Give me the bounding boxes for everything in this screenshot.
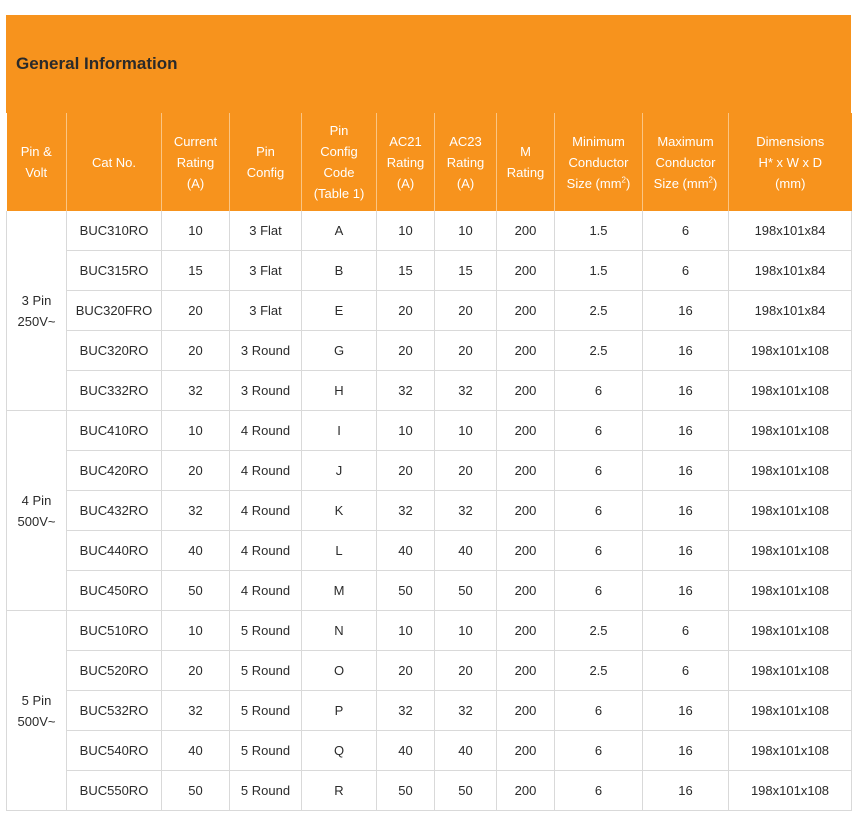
table-row [7,531,852,571]
ac23-cell: 10 [435,611,497,651]
cat-no-cell: BUC320RO [67,331,162,371]
min-size-cell: 6 [555,771,643,811]
ac23-cell: 40 [435,531,497,571]
dimensions-cell: 198x101x108 [729,531,852,571]
pin-count: 4 Pin [21,492,52,508]
cat-no-cell: BUC550RO [67,771,162,811]
code-cell: P [302,691,377,731]
dimensions-cell: 198x101x108 [729,611,852,651]
dimensions-cell: 198x101x84 [729,251,852,291]
dimensions-cell: 198x101x108 [729,571,852,611]
column-header-ac21-rating [377,113,435,211]
header-text: M [520,144,531,159]
m-rating-cell: 200 [497,611,555,651]
max-size-cell: 16 [643,451,729,491]
dimensions-cell: 198x101x84 [729,291,852,331]
dimensions-cell: 198x101x108 [729,451,852,491]
min-size-cell: 6 [555,531,643,571]
min-size-cell: 6 [555,691,643,731]
max-size-cell: 6 [643,611,729,651]
ac23-cell: 20 [435,291,497,331]
ac21-cell: 32 [377,691,435,731]
header-text: Rating [506,165,545,180]
ac23-cell: 50 [435,771,497,811]
header-text: Code [323,165,355,180]
ac21-cell: 10 [377,211,435,251]
max-size-cell: 16 [643,411,729,451]
column-header-current-rating [162,113,230,211]
header-text: Size (mm [653,175,709,191]
pin-config-cell: 5 Round [230,611,302,651]
min-size-cell: 2.5 [555,331,643,371]
code-cell: L [302,531,377,571]
header-superscript: 2 [708,175,713,185]
m-rating-cell: 200 [497,531,555,571]
pin-config-cell: 5 Round [230,731,302,771]
table-row [7,291,852,331]
ac23-cell: 10 [435,211,497,251]
table-row [7,451,852,491]
header-text: AC23 [449,133,482,149]
pin-config-cell: 5 Round [230,691,302,731]
code-cell: H [302,371,377,411]
ac21-cell: 40 [377,731,435,771]
table-row [7,411,852,451]
m-rating-cell: 200 [497,771,555,811]
max-size-cell: 16 [643,771,729,811]
m-rating-cell: 200 [497,651,555,691]
ac23-cell: 32 [435,491,497,531]
max-size-cell: 16 [643,691,729,731]
pin-count: 5 Pin [21,692,52,708]
header-text: Cat No. [91,154,137,170]
dimensions-cell: 198x101x108 [729,411,852,451]
pin-config-cell: 3 Flat [230,291,302,331]
max-size-cell: 6 [643,211,729,251]
header-text: Conductor [568,154,629,170]
voltage: 500V~ [17,713,56,729]
voltage: 500V~ [17,513,56,529]
spec-table [6,113,852,811]
ac23-cell: 20 [435,331,497,371]
min-size-cell: 6 [555,411,643,451]
min-size-cell: 2.5 [555,651,643,691]
column-header-pin-config [230,113,302,211]
dimensions-cell: 198x101x84 [729,211,852,251]
ac21-cell: 10 [377,411,435,451]
header-text: (A) [396,175,415,191]
current-cell: 32 [162,491,230,531]
cat-no-cell: BUC320FRO [67,291,162,331]
header-text: ) [713,175,718,191]
m-rating-cell: 200 [497,251,555,291]
m-rating-cell: 200 [497,331,555,371]
min-size-cell: 6 [555,731,643,771]
cat-no-cell: BUC332RO [67,371,162,411]
ac23-cell: 15 [435,251,497,291]
ac23-cell: 32 [435,371,497,411]
header-text: Size (mm [566,175,622,191]
code-cell: R [302,771,377,811]
min-size-cell: 6 [555,491,643,531]
ac23-cell: 20 [435,651,497,691]
dimensions-cell: 198x101x108 [729,771,852,811]
table-row [7,691,852,731]
pin-config-cell: 3 Flat [230,211,302,251]
table-row [7,611,852,651]
ac23-cell: 10 [435,411,497,451]
current-cell: 10 [162,411,230,451]
pin-count: 3 Pin [21,292,52,308]
ac21-cell: 20 [377,451,435,491]
current-cell: 10 [162,211,230,251]
ac21-cell: 15 [377,251,435,291]
max-size-cell: 6 [643,251,729,291]
ac21-cell: 50 [377,771,435,811]
header-text: (A) [456,175,475,191]
header-text: Rating [386,154,425,170]
current-cell: 20 [162,651,230,691]
header-text: Pin & [20,144,52,159]
current-cell: 20 [162,451,230,491]
m-rating-cell: 200 [497,691,555,731]
max-size-cell: 16 [643,491,729,531]
column-header-min-conductor-size [555,113,643,211]
m-rating-cell: 200 [497,291,555,331]
cat-no-cell: BUC540RO [67,731,162,771]
dimensions-cell: 198x101x108 [729,371,852,411]
code-cell: Q [302,731,377,771]
header-row [7,113,852,211]
header-text: Config [246,165,285,180]
code-cell: N [302,611,377,651]
current-cell: 40 [162,731,230,771]
dimensions-cell: 198x101x108 [729,651,852,691]
pin-config-cell: 3 Flat [230,251,302,291]
m-rating-cell: 200 [497,411,555,451]
header-text: (Table 1) [313,186,365,201]
column-header-m-rating [497,113,555,211]
current-cell: 40 [162,531,230,571]
pin-config-cell: 3 Round [230,331,302,371]
code-cell: K [302,491,377,531]
table-row [7,211,852,251]
header-text: Pin [329,123,349,138]
dimensions-cell: 198x101x108 [729,731,852,771]
m-rating-cell: 200 [497,491,555,531]
cat-no-cell: BUC520RO [67,651,162,691]
header-text: Conductor [655,154,716,170]
pin-config-cell: 4 Round [230,571,302,611]
header-text: Volt [25,165,48,180]
pin-config-cell: 4 Round [230,491,302,531]
pin-config-cell: 5 Round [230,771,302,811]
header-text: (A) [186,175,205,191]
code-cell: A [302,211,377,251]
column-header-pin-config-code [302,113,377,211]
min-size-cell: 1.5 [555,251,643,291]
dimensions-cell: 198x101x108 [729,491,852,531]
pin-config-cell: 4 Round [230,411,302,451]
code-cell: B [302,251,377,291]
pin-config-cell: 5 Round [230,651,302,691]
min-size-cell: 6 [555,571,643,611]
page-title: General Information [16,54,178,73]
pin-volt-group-cell [7,211,67,411]
dimensions-cell: 198x101x108 [729,691,852,731]
voltage: 250V~ [17,313,56,329]
code-cell: O [302,651,377,691]
column-header-max-conductor-size [643,113,729,211]
header-text: (mm) [775,175,806,191]
pin-volt-group-cell [7,611,67,811]
ac21-cell: 32 [377,371,435,411]
ac21-cell: 50 [377,571,435,611]
current-cell: 32 [162,691,230,731]
header-text: Maximum [657,133,714,149]
header-text: ) [626,175,631,191]
code-cell: G [302,331,377,371]
max-size-cell: 16 [643,731,729,771]
current-cell: 15 [162,251,230,291]
table-row [7,371,852,411]
cat-no-cell: BUC450RO [67,571,162,611]
cat-no-cell: BUC410RO [67,411,162,451]
current-cell: 50 [162,571,230,611]
header-text: Dimensions [756,133,825,149]
table-row [7,571,852,611]
m-rating-cell: 200 [497,731,555,771]
min-size-cell: 1.5 [555,211,643,251]
pin-config-cell: 4 Round [230,531,302,571]
ac21-cell: 10 [377,611,435,651]
ac21-cell: 20 [377,291,435,331]
code-cell: M [302,571,377,611]
cat-no-cell: BUC420RO [67,451,162,491]
cat-no-cell: BUC510RO [67,611,162,651]
m-rating-cell: 200 [497,211,555,251]
code-cell: I [302,411,377,451]
ac21-cell: 32 [377,491,435,531]
ac23-cell: 32 [435,691,497,731]
max-size-cell: 16 [643,571,729,611]
header-text: AC21 [389,133,422,149]
ac21-cell: 40 [377,531,435,571]
cat-no-cell: BUC440RO [67,531,162,571]
header-text: Current [173,133,218,149]
table-row [7,731,852,771]
current-cell: 50 [162,771,230,811]
code-cell: E [302,291,377,331]
header-text: Config [320,144,358,159]
ac23-cell: 50 [435,571,497,611]
header-superscript: 2 [621,175,626,185]
max-size-cell: 16 [643,531,729,571]
spec-sheet [6,15,851,809]
header-text: H* x W x D [758,154,823,170]
table-row [7,771,852,811]
table-row [7,651,852,691]
column-header-cat-no [67,113,162,211]
current-cell: 20 [162,291,230,331]
header-text: Pin [256,144,275,159]
m-rating-cell: 200 [497,571,555,611]
ac23-cell: 40 [435,731,497,771]
current-cell: 20 [162,331,230,371]
current-cell: 32 [162,371,230,411]
pin-volt-group-cell [7,411,67,611]
max-size-cell: 16 [643,371,729,411]
ac21-cell: 20 [377,331,435,371]
min-size-cell: 2.5 [555,611,643,651]
current-cell: 10 [162,611,230,651]
max-size-cell: 16 [643,331,729,371]
table-row [7,251,852,291]
column-header-dimensions [729,113,852,211]
table-row [7,331,852,371]
table-body [7,211,852,811]
ac21-cell: 20 [377,651,435,691]
header-text: Rating [446,154,485,170]
dimensions-cell: 198x101x108 [729,331,852,371]
max-size-cell: 16 [643,291,729,331]
pin-config-cell: 3 Round [230,371,302,411]
pin-config-cell: 4 Round [230,451,302,491]
code-cell: J [302,451,377,491]
title-bar [6,15,851,113]
cat-no-cell: BUC310RO [67,211,162,251]
min-size-cell: 2.5 [555,291,643,331]
m-rating-cell: 200 [497,371,555,411]
ac23-cell: 20 [435,451,497,491]
min-size-cell: 6 [555,371,643,411]
column-header-pin-volt [7,113,67,211]
header-text: Minimum [572,133,625,149]
m-rating-cell: 200 [497,451,555,491]
cat-no-cell: BUC315RO [67,251,162,291]
cat-no-cell: BUC432RO [67,491,162,531]
max-size-cell: 6 [643,651,729,691]
column-header-ac23-rating [435,113,497,211]
header-text: Rating [176,154,215,170]
table-row [7,491,852,531]
cat-no-cell: BUC532RO [67,691,162,731]
min-size-cell: 6 [555,451,643,491]
